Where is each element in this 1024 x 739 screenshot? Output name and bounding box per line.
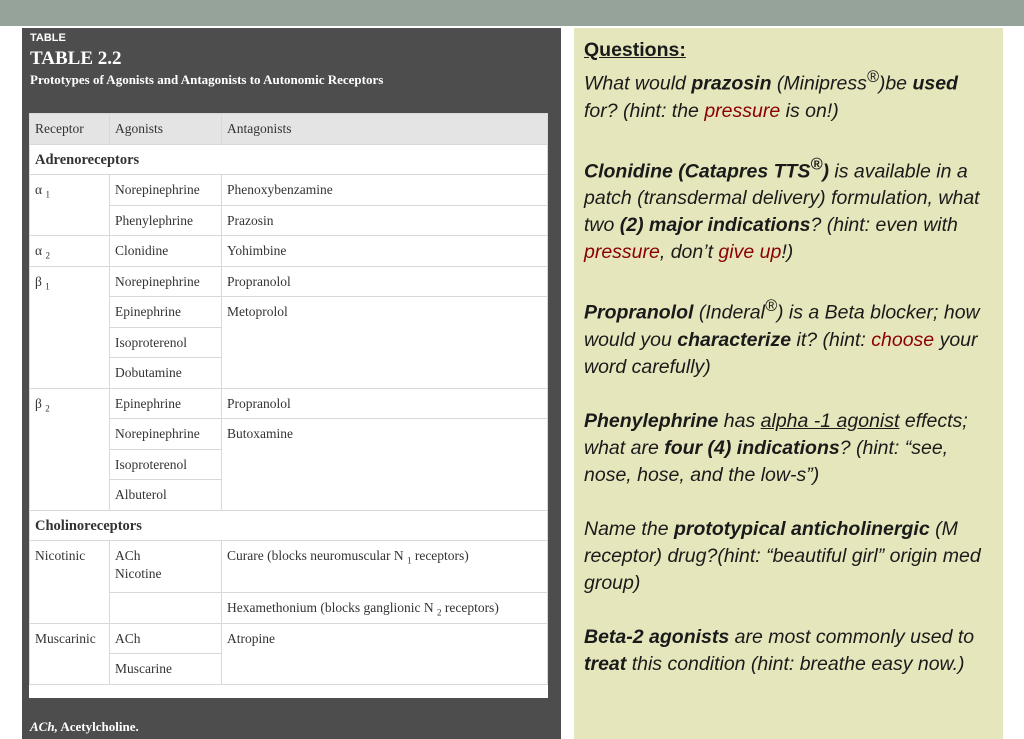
receptor-cell: α $_2$ <box>30 236 110 267</box>
agonist-cell: Epinephrine <box>110 388 222 419</box>
question-beta2: Beta-2 agonists are most commonly used to treat this condition (hint: breathe easy now.) <box>584 625 975 675</box>
header-antagonists: Antagonists <box>222 114 548 145</box>
agonist-cell: Norepinephrine <box>110 419 222 450</box>
section-adrenoreceptors: Adrenoreceptors <box>30 144 548 175</box>
antagonist-cell: Prazosin <box>222 205 548 236</box>
receptor-cell: α $_1$ <box>30 175 110 236</box>
agonist-cell: Clonidine <box>110 236 222 267</box>
table-subtitle: Prototypes of Agonists and Antagonists to Autonomic Receptors <box>30 72 384 87</box>
table-row <box>30 388 548 419</box>
agonist-cell: Phenylephrine <box>110 205 222 236</box>
questions-heading: Questions: <box>584 39 686 61</box>
question-clonidine: Clonidine (Catapres TTS®) is available in a patch (transdermal delivery) formulation, what two (2) major indications? (hint: even with pressure, don’t give up!) <box>584 155 980 263</box>
table-title: TABLE 2.2 <box>30 48 122 69</box>
table-row <box>30 236 548 267</box>
question-propranolol: Propranolol (Inderal®) is a Beta blocker; how would you characterize it? (hint: choose your word carefully) <box>584 297 980 378</box>
receptor-cell: Muscarinic <box>30 623 110 684</box>
antagonist-cell: Hexamethonium (blocks ganglionic N $_2$ receptors) <box>222 593 548 624</box>
antagonist-cell: Curare (blocks neuromuscular N $_1$ receptors) <box>222 541 548 593</box>
table-row <box>30 266 548 297</box>
agonist-cell: Norepinephrine <box>110 266 222 297</box>
agonist-cell: Dobutamine <box>110 358 222 389</box>
receptor-cell: Nicotinic <box>30 541 110 624</box>
agonist-cell <box>110 593 222 624</box>
agonist-cell: Isoproterenol <box>110 327 222 358</box>
table-row <box>30 541 548 593</box>
question-phenylephrine: Phenylephrine has alpha -1 agonist effects; what are four (4) indications? (hint: “see, nose, hose, and the low-s”) <box>584 409 968 486</box>
table-panel <box>22 28 561 739</box>
top-bar <box>0 0 1024 26</box>
question-anticholinergic: Name the prototypical anticholinergic (M receptor) drug?(hint: “beautiful girl” origin med group) <box>584 517 981 594</box>
table-row <box>30 175 548 206</box>
questions-panel <box>574 28 1003 739</box>
receptor-table <box>29 113 548 698</box>
header-receptor: Receptor <box>30 114 110 145</box>
table-footnote: ACh, Acetylcholine. <box>30 719 139 734</box>
antagonist-cell: Propranolol <box>222 266 548 297</box>
section-cholinoreceptors: Cholinoreceptors <box>30 510 548 541</box>
antagonist-cell: Yohimbine <box>222 236 548 267</box>
table-row <box>30 623 548 654</box>
antagonist-cell: Atropine <box>222 623 548 684</box>
agonist-cell: Isoproterenol <box>110 449 222 480</box>
agonist-cell: Albuterol <box>110 480 222 511</box>
table-header-row <box>30 114 548 145</box>
agonist-cell: Norepinephrine <box>110 175 222 206</box>
receptor-cell: β $_1$ <box>30 266 110 388</box>
receptor-cell: β $_2$ <box>30 388 110 510</box>
antagonist-cell: Phenoxybenzamine <box>222 175 548 206</box>
agonist-cell: ACh Nicotine <box>110 541 222 593</box>
agonist-cell: Muscarine <box>110 654 222 685</box>
antagonist-cell: Propranolol <box>222 388 548 419</box>
agonist-cell: ACh <box>110 623 222 654</box>
question-prazosin: What would prazosin (Minipress®)be used for? (hint: the pressure is on!) <box>584 68 958 122</box>
table-kicker: TABLE <box>30 32 66 44</box>
section-row <box>30 144 548 175</box>
header-agonists: Agonists <box>110 114 222 145</box>
antagonist-cell: Metoprolol <box>222 297 548 389</box>
antagonist-cell: Butoxamine <box>222 419 548 511</box>
agonist-cell: Epinephrine <box>110 297 222 328</box>
section-row <box>30 510 548 541</box>
